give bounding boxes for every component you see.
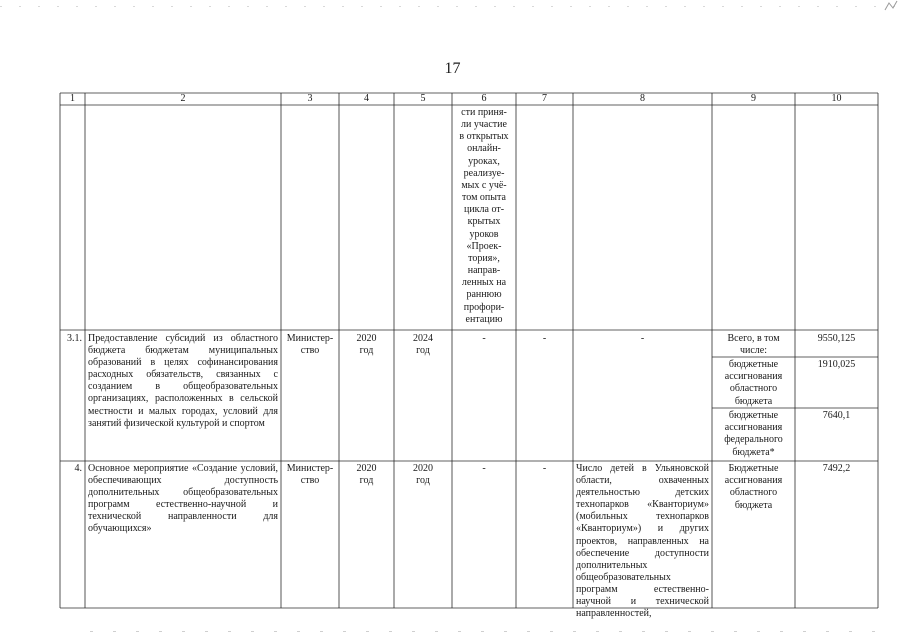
row-3-1-source-regional-value: 1910,025 [817,359,856,370]
row-4-source-label: Бюджетные ассигнования областного бюджета [724,463,783,511]
row-3-1-col8-dash: - [640,333,645,344]
column-header-1: 1 [70,93,75,104]
column-header-7: 7 [542,93,547,104]
column-header-9: 9 [751,93,756,104]
row-3-1-end-year: 2024 год [413,333,433,357]
row-3-1-source-federal-label: бюджетные ассигнования федерального бюджета* [724,410,783,458]
row-3-1-source-federal-value: 7640,1 [822,410,851,421]
row-4-number: 4. [74,463,82,474]
row-4-executor: Министер- ство [286,463,334,487]
column-header-6: 6 [481,93,487,104]
page-number: 17 [444,60,461,77]
row-4-start-year: 2020 год [356,463,377,487]
row-4-source-value: 7492,2 [822,463,851,474]
column-header-10: 10 [831,93,842,104]
row-3-1-number: 3.1. [67,333,82,344]
continued-indicator-text: сти приня- ли участие в открытых онлайн- уроках, реализуе- мых с учё- том опыта цикла от- крытых уроков «Проек- тория», направ- ленных на раннюю профори- ентацию [459,107,509,325]
column-header-8: 8 [640,93,645,104]
row-4-col7-dash: - [542,463,547,474]
column-header-2: 2 [180,93,186,104]
row-3-1-source-regional-label: бюджетные ассигнования областного бюджета [724,359,783,407]
row-3-1-source-total-label: Всего, в том числе: [727,333,780,357]
row-3-1-col7-dash: - [542,333,547,344]
row-4-end-year: 2020 год [413,463,433,487]
column-header-4: 4 [364,93,369,104]
row-3-1-start-year: 2020 год [356,333,377,357]
column-header-3: 3 [307,93,313,104]
row-3-1-executor: Министер- ство [286,333,334,357]
row-4-col6-dash: - [482,463,486,474]
row-3-1-source-total-value: 9550,125 [817,333,856,344]
row-3-1-description: Предоставление субсидий из областного бюджета бюджетам муниципальных образований в целях софинансирования расходных обязательств, связанных с созданием в общеобразовательных организациях, расположенных в сельской местности и малых городах, условий для занятий физической культурой и спортом [88,333,278,429]
column-header-5: 5 [420,93,426,104]
row-4-indicator-text: Число детей в Ульяновской области, охваченных деятельностью детских технопарков «Кванториум» (мобильных технопарков «Кванториум») и других проектов, направленных на обеспечение доступности дополнительных общеобразовательных программ естественно-научной и технической направленностей, [576,463,709,620]
row-4-description: Основное мероприятие «Создание условий, обеспечивающих доступность дополнительных общеобразовательных программ естественно-научной и технической направленности для обучающихся» [88,463,278,535]
row-3-1-col6-dash: - [482,333,486,344]
